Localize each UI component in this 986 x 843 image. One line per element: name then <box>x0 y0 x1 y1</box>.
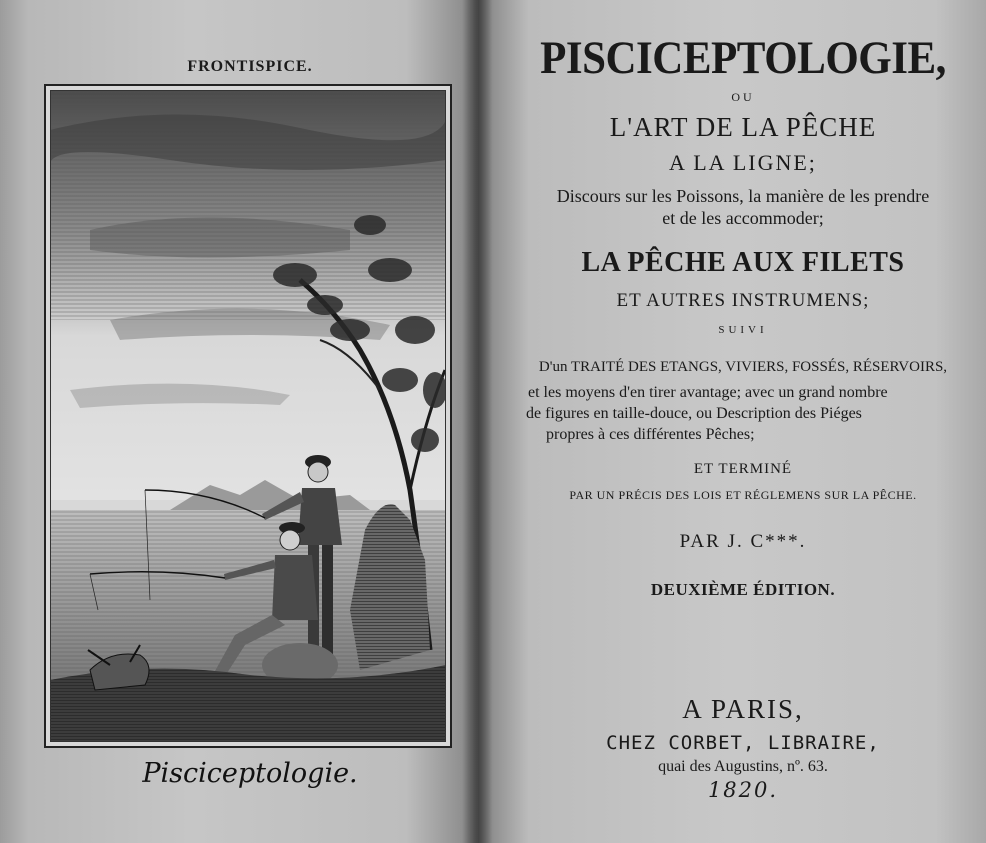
author-line: PAR J. C***. <box>679 531 807 552</box>
autres-instrumens: ET AUTRES INSTRUMENS; <box>616 290 870 311</box>
filets-heading: LA PÊCHE AUX FILETS <box>581 247 905 278</box>
imprint-year: 1820. <box>707 778 779 802</box>
edition-line: DEUXIÈME ÉDITION. <box>650 580 836 599</box>
title-conjunction: OU <box>731 90 755 104</box>
frontispice-label: FRONTISPICE. <box>187 58 313 75</box>
suivi-label: SUIVI <box>718 324 768 336</box>
termine-label: ET TERMINÉ <box>693 461 793 477</box>
engraving-plate <box>44 84 452 748</box>
precis-line: PAR UN PRÉCIS DES LOIS ET RÉGLEMENS SUR LA PÊCHE. <box>569 488 917 502</box>
description-line: propres à ces différentes Pêches; <box>546 426 755 443</box>
traite-line: D'un TRAITÉ DES ETANGS, VIVIERS, FOSSÉS, RÉSERVOIRS, <box>538 359 948 375</box>
discours-line-2: et de les accommoder; <box>662 208 824 228</box>
description-block <box>520 382 970 445</box>
imprint-publisher: CHEZ CORBET, LIBRAIRE, <box>606 732 880 754</box>
book-gutter <box>462 0 492 843</box>
discours-line-1: Discours sur les Poissons, la manière de les prendre <box>556 186 930 206</box>
main-title: PISCICEPTOLOGIE, <box>540 33 946 84</box>
fishing-scene-engraving <box>50 90 446 742</box>
description-line: de figures en taille-douce, ou Description des Piéges <box>526 405 862 422</box>
description-line: et les moyens d'en tirer avantage; avec un grand nombre <box>528 384 888 401</box>
plate-caption: Pisciceptologie. <box>142 758 358 789</box>
subtitle-ligne: A LA LIGNE; <box>669 150 817 175</box>
subtitle-art: L'ART DE LA PÊCHE <box>609 112 877 142</box>
imprint-address: quai des Augustins, nº. 63. <box>658 758 828 775</box>
imprint-city: A PARIS, <box>682 694 804 724</box>
